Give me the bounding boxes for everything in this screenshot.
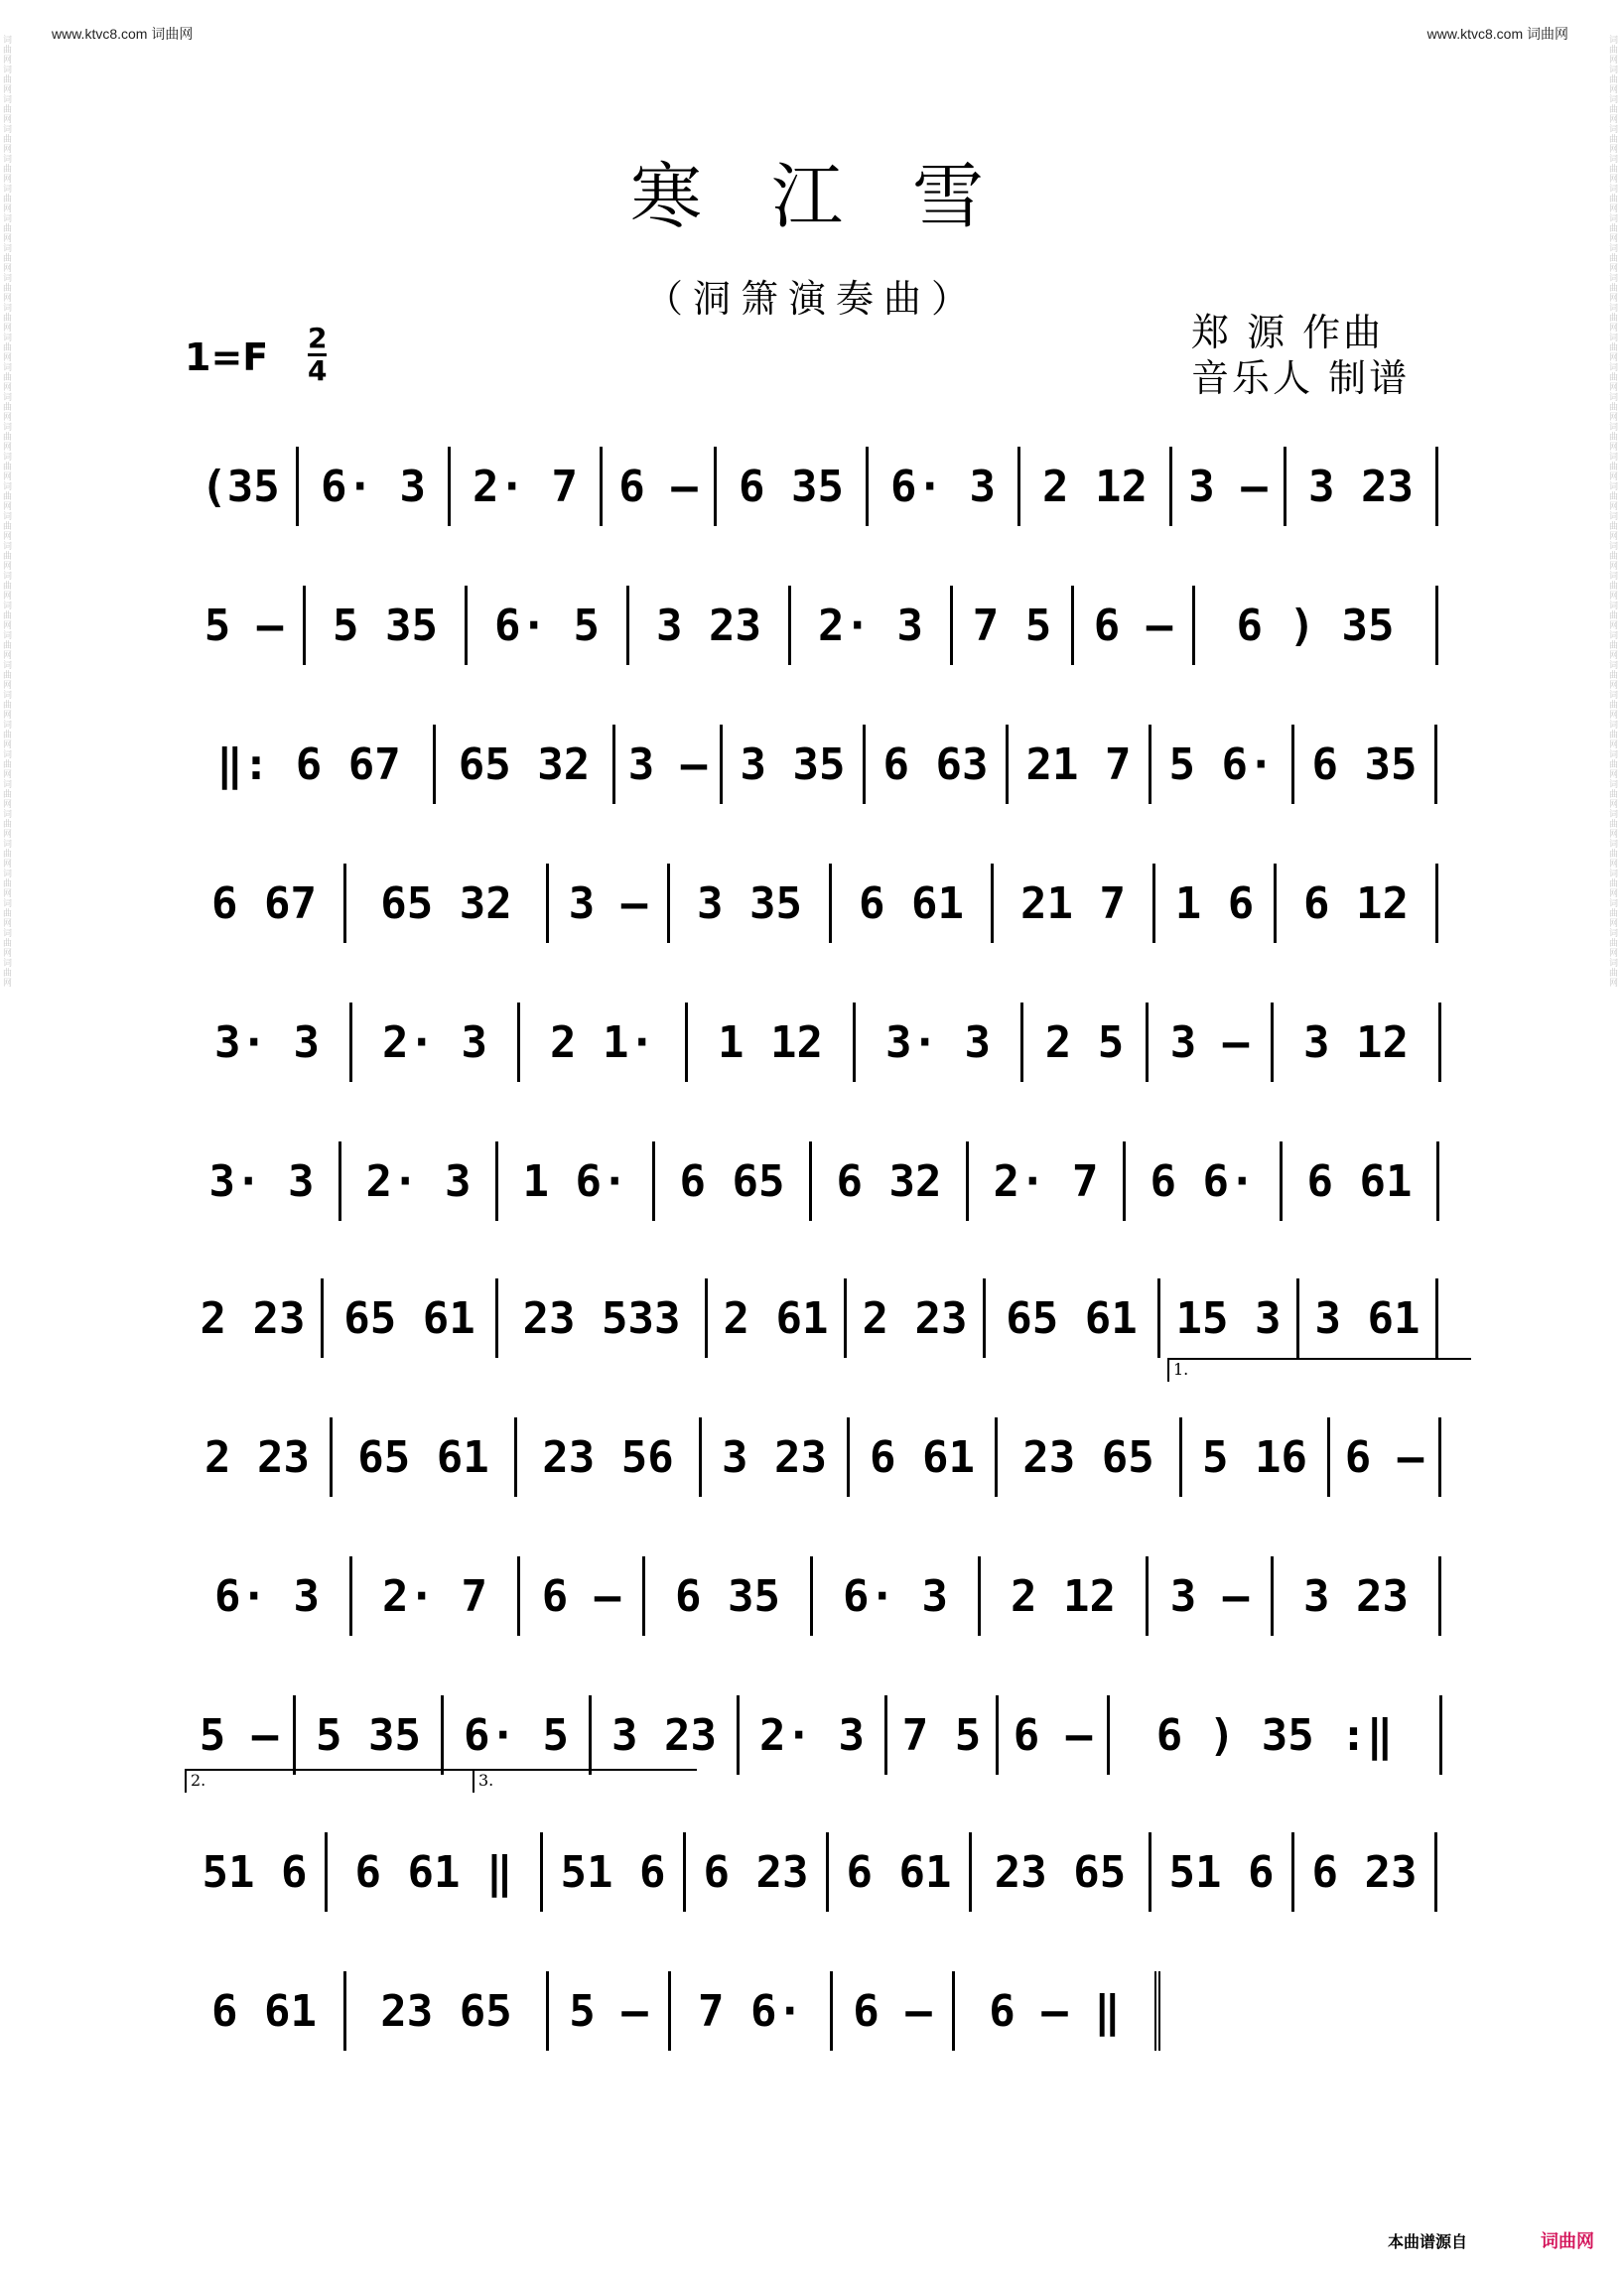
measure: 6 23 [1294, 1832, 1437, 1912]
measure: (35 [185, 447, 299, 526]
measure: 3 23 [629, 586, 791, 665]
measure: 2 12 [981, 1556, 1149, 1636]
measure: 3 23 [592, 1695, 740, 1775]
measure: 3 61 [1299, 1278, 1438, 1358]
measure: 6 – [520, 1556, 645, 1636]
measure: 7 6· [671, 1971, 833, 2051]
measure: 65 32 [346, 864, 549, 943]
measure: 21 7 [994, 864, 1155, 943]
measure: 3· 3 [185, 1003, 352, 1082]
measure: 6· 5 [444, 1695, 592, 1775]
measure: 6 35 [645, 1556, 813, 1636]
score-line [185, 725, 1439, 862]
time-signature-top: 2 [308, 322, 328, 354]
measure: 3 23 [702, 1417, 850, 1497]
measure: 65 61 [333, 1417, 517, 1497]
measure: 5 6· [1151, 725, 1294, 804]
score-line [185, 1417, 1439, 1554]
measure: 2· 3 [341, 1141, 498, 1221]
measure: 2 23 [185, 1417, 333, 1497]
measure: 3 12 [1274, 1003, 1441, 1082]
measure: 5 – [185, 1695, 296, 1775]
arranger-credit: 音乐人 制谱 [1191, 356, 1411, 400]
measure: 6· 5 [468, 586, 629, 665]
measure: 2· 7 [451, 447, 603, 526]
site-url-right[interactable]: www.ktvc8.com 词曲网 [1426, 26, 1568, 42]
measure: 6 ) 35 :‖ [1110, 1695, 1442, 1775]
volta-second: 2. [185, 1769, 478, 1793]
key-signature: 1=F [185, 335, 269, 379]
measure: 23 65 [998, 1417, 1182, 1497]
score-line [185, 1003, 1439, 1139]
measure: 15 3 [1160, 1278, 1299, 1358]
song-title: 寒江雪 [629, 155, 1053, 238]
measure: 2· 3 [791, 586, 953, 665]
measure: 23 533 [498, 1278, 708, 1358]
measure: 6 61 ‖ [328, 1832, 543, 1912]
measure: 7 5 [953, 586, 1074, 665]
measure: 2· 7 [969, 1141, 1126, 1221]
measure: 51 6 [185, 1832, 328, 1912]
measure: 6 – ‖ [955, 1971, 1160, 2051]
score-line [185, 1695, 1439, 1832]
measure: 6 32 [812, 1141, 969, 1221]
volta-first: 1. [1167, 1358, 1471, 1382]
measure: 65 61 [986, 1278, 1160, 1358]
measure: 6 – [1330, 1417, 1441, 1497]
measure: 3 35 [723, 725, 866, 804]
measure: 6· 3 [185, 1556, 352, 1636]
measure: 6 61 [185, 1971, 346, 2051]
measure: 6 61 [829, 1832, 972, 1912]
measure: 3 23 [1286, 447, 1438, 526]
measure: 5 – [185, 586, 306, 665]
measure: 6 6· [1126, 1141, 1283, 1221]
measure: 5 35 [306, 586, 468, 665]
score-line [185, 1971, 1439, 2108]
watermark-right: 词曲网词曲网词曲网词曲网词曲网词曲网词曲网词曲网词曲网词曲网词曲网词曲网词曲网词曲网词曲网词曲网词曲网词曲网词曲网词曲网词曲网词曲网词曲网词曲网词曲网词曲网词曲网词曲网词曲网词曲网词曲网词曲网 [1609, 36, 1619, 989]
score-line [185, 586, 1439, 723]
measure: 5 35 [296, 1695, 444, 1775]
measure: 6 35 [1294, 725, 1437, 804]
score-line [185, 1832, 1439, 1969]
song-subtitle: （洞箫演奏曲） [644, 277, 979, 321]
measure: 65 61 [324, 1278, 498, 1358]
measure: 6· 3 [869, 447, 1020, 526]
score-line [185, 864, 1439, 1001]
measure: 3 – [1149, 1003, 1274, 1082]
measure: 3· 3 [856, 1003, 1023, 1082]
measure: 3 35 [670, 864, 832, 943]
measure: 7 5 [887, 1695, 999, 1775]
measure: 6 23 [686, 1832, 829, 1912]
measure: 5 – [549, 1971, 671, 2051]
watermark-left: 词曲网词曲网词曲网词曲网词曲网词曲网词曲网词曲网词曲网词曲网词曲网词曲网词曲网词曲网词曲网词曲网词曲网词曲网词曲网词曲网词曲网词曲网词曲网词曲网词曲网词曲网词曲网词曲网词曲网词曲网词曲网词曲网 [3, 36, 13, 989]
measure: 2· 7 [352, 1556, 520, 1636]
measure: 6 65 [655, 1141, 812, 1221]
footer-source-site[interactable]: 词曲网 [1541, 2231, 1594, 2252]
measure: 6 – [999, 1695, 1110, 1775]
measure: 51 6 [543, 1832, 686, 1912]
measure: 6 63 [866, 725, 1009, 804]
score-line [185, 1556, 1439, 1693]
measure: 65 32 [436, 725, 615, 804]
measure: ‖: 6 67 [185, 725, 436, 804]
measure: 6 ) 35 [1195, 586, 1438, 665]
footer-source-label: 本曲谱源自 [1388, 2232, 1468, 2251]
score-line [185, 1278, 1439, 1415]
measure: 6 61 [832, 864, 994, 943]
time-signature [308, 324, 327, 386]
measure: 6 67 [185, 864, 346, 943]
measure: 6 – [1074, 586, 1195, 665]
score-line [185, 447, 1439, 584]
measure: 2 61 [708, 1278, 847, 1358]
measure: 3 23 [1274, 1556, 1441, 1636]
measure: 51 6 [1151, 1832, 1294, 1912]
measure: 1 12 [688, 1003, 856, 1082]
measure: 5 16 [1182, 1417, 1330, 1497]
measure: 3 – [549, 864, 670, 943]
measure: 2· 3 [352, 1003, 520, 1082]
measure: 6 35 [717, 447, 869, 526]
measure: 3 – [1149, 1556, 1274, 1636]
site-url-left[interactable]: www.ktvc8.com 词曲网 [52, 26, 194, 42]
composer-credit: 郑 源 作曲 [1191, 311, 1385, 354]
measure: 2 5 [1023, 1003, 1149, 1082]
measure: 1 6· [498, 1141, 655, 1221]
measure: 3 – [1172, 447, 1286, 526]
measure: 23 56 [517, 1417, 702, 1497]
measure: 2 1· [520, 1003, 688, 1082]
measure: 21 7 [1009, 725, 1151, 804]
measure: 6 61 [1283, 1141, 1439, 1221]
measure: 6· 3 [299, 447, 451, 526]
measure: 3· 3 [185, 1141, 341, 1221]
measure: 1 6 [1155, 864, 1277, 943]
volta-third: 3. [473, 1769, 697, 1793]
measure: 23 65 [972, 1832, 1151, 1912]
measure: 2 23 [847, 1278, 986, 1358]
measure: 23 65 [346, 1971, 549, 2051]
measure: 3 – [615, 725, 723, 804]
measure: 2 12 [1020, 447, 1172, 526]
measure: 2· 3 [740, 1695, 887, 1775]
time-signature-bottom: 4 [308, 354, 328, 387]
measure: 6 – [603, 447, 717, 526]
measure: 6 61 [850, 1417, 998, 1497]
measure: 2 23 [185, 1278, 324, 1358]
measure: 6 12 [1277, 864, 1438, 943]
score-line [185, 1141, 1439, 1278]
measure: 6 – [833, 1971, 955, 2051]
measure: 6· 3 [813, 1556, 981, 1636]
